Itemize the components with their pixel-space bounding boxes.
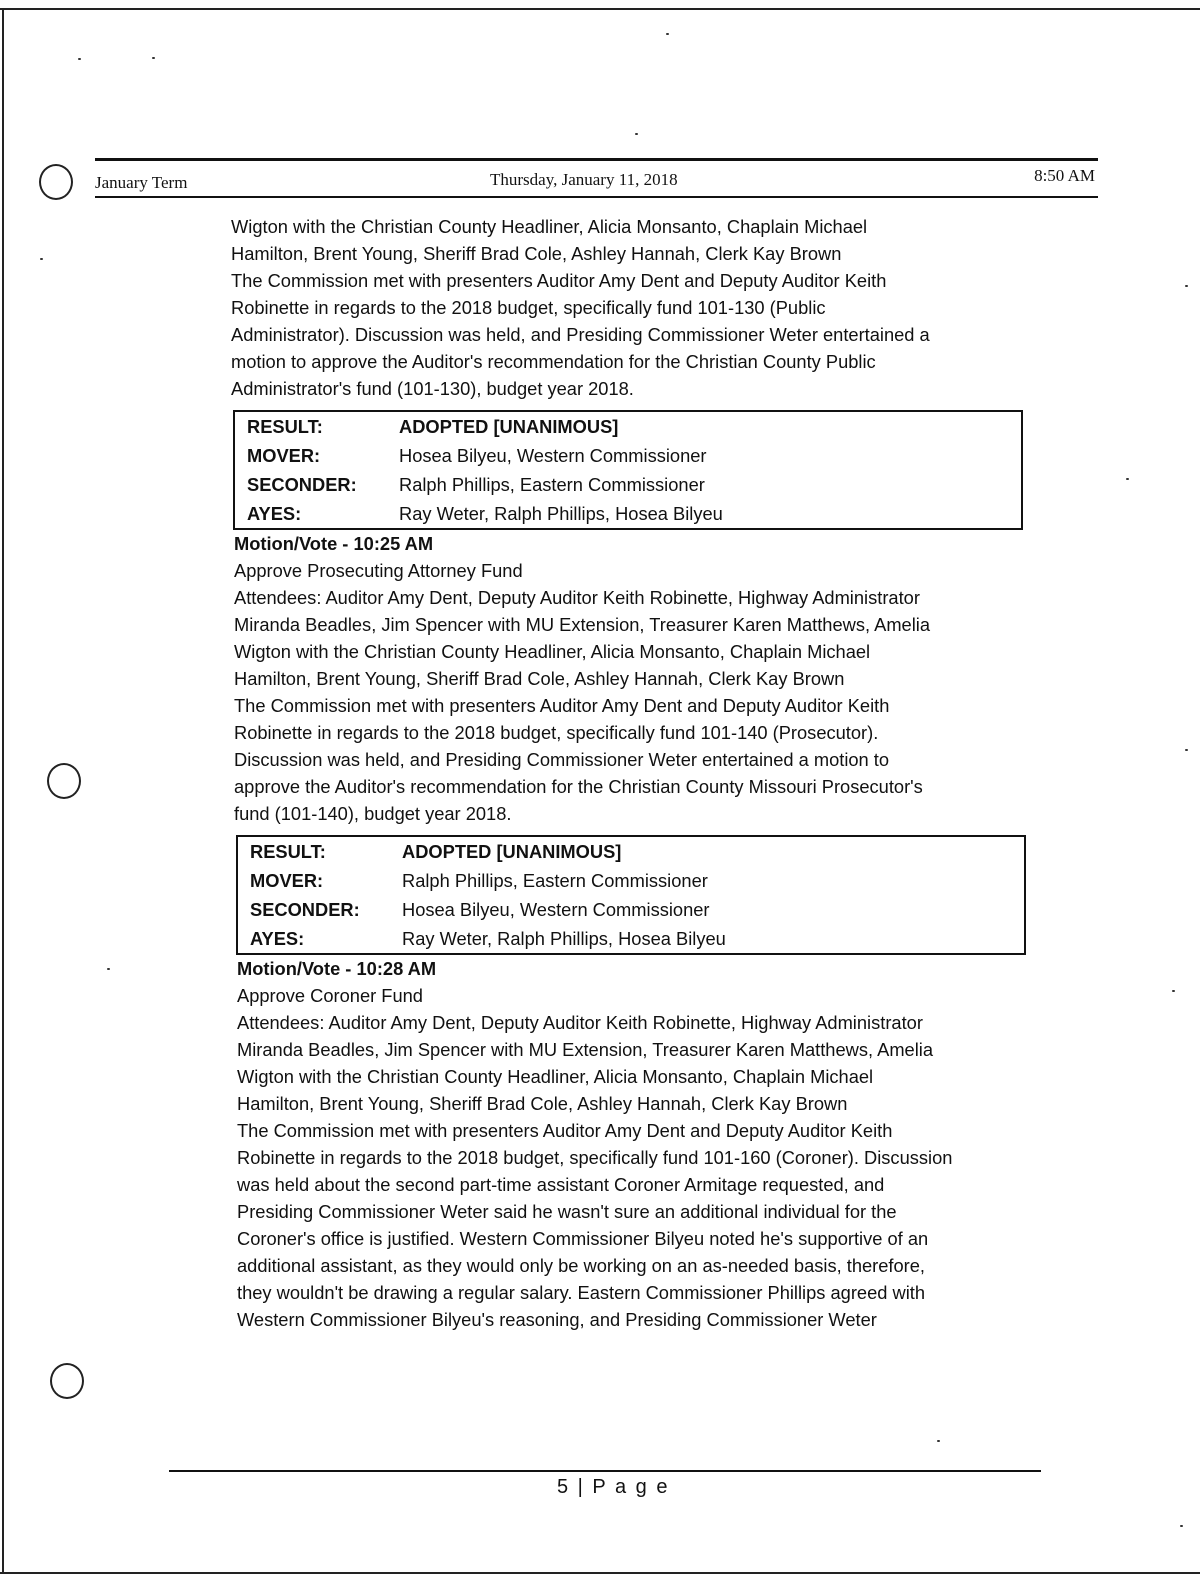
mover-value: Ralph Phillips, Eastern Commissioner — [402, 870, 708, 891]
motion-subject: Approve Prosecuting Attorney Fund — [234, 560, 523, 581]
ayes-value: Ray Weter, Ralph Phillips, Hosea Bilyeu — [399, 503, 723, 524]
scan-speck — [1185, 749, 1188, 751]
text-line: Attendees: Auditor Amy Dent, Deputy Auditor Keith Robinette, Highway Administrator — [234, 587, 920, 608]
attendees-paragraph — [234, 584, 1051, 692]
discussion-paragraph — [234, 692, 1051, 827]
page-footer — [169, 1470, 1041, 1498]
page-edge-left — [2, 8, 4, 1573]
text-line: Wigton with the Christian County Headliner, Alicia Monsanto, Chaplain Michael — [231, 216, 868, 237]
table-row — [237, 895, 1025, 924]
text-line: Administrator's fund (101-130), budget year 2018. — [231, 378, 634, 399]
text-line: motion to approve the Auditor's recommendation for the Christian County Public — [231, 351, 876, 372]
text-line: Administrator). Discussion was held, and Presiding Commissioner Weter entertained a — [231, 324, 930, 345]
result-label: RESULT: — [250, 841, 326, 862]
page-edge-top — [0, 8, 1200, 10]
scan-speck — [666, 33, 669, 35]
ayes-value: Ray Weter, Ralph Phillips, Hosea Bilyeu — [402, 928, 726, 949]
result-label: RESULT: — [247, 416, 323, 437]
motion-title: Motion/Vote - 10:25 AM — [234, 533, 434, 554]
scan-speck — [78, 58, 81, 60]
text-line: Attendees: Auditor Amy Dent, Deputy Auditor Keith Robinette, Highway Administrator — [237, 1012, 923, 1033]
header-time: 8:50 AM — [1034, 166, 1095, 185]
mover-label: MOVER: — [247, 445, 321, 466]
header-rule-bottom — [95, 196, 1098, 198]
motion-section-prosecuting-attorney — [234, 530, 1051, 955]
text-line: The Commission met with presenters Auditor Amy Dent and Deputy Auditor Keith — [237, 1120, 893, 1141]
scan-speck — [40, 258, 43, 260]
mover-value: Hosea Bilyeu, Western Commissioner — [399, 445, 707, 466]
seconder-value: Ralph Phillips, Eastern Commissioner — [399, 474, 705, 495]
ayes-label: AYES: — [247, 503, 302, 524]
minutes-body — [231, 213, 1051, 1333]
attendees-paragraph — [237, 1009, 1051, 1117]
scan-speck — [152, 57, 155, 59]
result-value: ADOPTED [UNANIMOUS] — [399, 416, 619, 437]
text-line: Robinette in regards to the 2018 budget, specifically fund 101-140 (Prosecutor). — [234, 722, 879, 743]
header-date: Thursday, January 11, 2018 — [490, 170, 678, 189]
punch-hole-top — [39, 164, 73, 200]
result-value: ADOPTED [UNANIMOUS] — [402, 841, 622, 862]
page-header — [95, 158, 1098, 200]
scan-speck — [1172, 990, 1175, 992]
scan-speck — [635, 133, 638, 135]
discussion-paragraph — [231, 267, 1051, 402]
text-line: Hamilton, Brent Young, Sheriff Brad Cole, Ashley Hannah, Clerk Kay Brown — [237, 1093, 848, 1114]
scan-speck — [1180, 1525, 1183, 1527]
vote-result-table — [236, 835, 1026, 955]
text-line: Hamilton, Brent Young, Sheriff Brad Cole, Ashley Hannah, Clerk Kay Brown — [231, 243, 842, 264]
discussion-paragraph — [237, 1117, 1051, 1333]
text-line: Western Commissioner Bilyeu's reasoning, and Presiding Commissioner Weter — [237, 1309, 877, 1330]
text-line: Wigton with the Christian County Headliner, Alicia Monsanto, Chaplain Michael — [237, 1066, 874, 1087]
table-row — [237, 836, 1025, 866]
text-line: Discussion was held, and Presiding Commissioner Weter entertained a motion to — [234, 749, 890, 770]
motion-section-continued — [231, 213, 1051, 530]
footer-rule — [169, 1470, 1041, 1472]
text-line: additional assistant, as they would only be working on an as-needed basis, therefore, — [237, 1255, 926, 1276]
attendees-paragraph — [231, 213, 1051, 267]
vote-result-table — [233, 410, 1023, 530]
page-edge-bottom — [0, 1572, 1200, 1574]
table-row — [237, 866, 1025, 895]
text-line: they wouldn't be drawing a regular salary. Eastern Commissioner Phillips agreed with — [237, 1282, 926, 1303]
table-row — [237, 924, 1025, 954]
seconder-label: SECONDER: — [250, 899, 360, 920]
ayes-label: AYES: — [250, 928, 305, 949]
punch-hole-bottom — [50, 1363, 84, 1399]
scan-speck — [937, 1440, 940, 1442]
text-line: The Commission met with presenters Auditor Amy Dent and Deputy Auditor Keith — [231, 270, 887, 291]
scan-speck — [1126, 478, 1129, 480]
mover-label: MOVER: — [250, 870, 324, 891]
text-line: Presiding Commissioner Weter said he wasn't sure an additional individual for the — [237, 1201, 897, 1222]
text-line: Miranda Beadles, Jim Spencer with MU Extension, Treasurer Karen Matthews, Amelia — [234, 614, 930, 635]
text-line: fund (101-140), budget year 2018. — [234, 803, 512, 824]
seconder-value: Hosea Bilyeu, Western Commissioner — [402, 899, 710, 920]
motion-subject: Approve Coroner Fund — [237, 985, 423, 1006]
table-row — [234, 470, 1022, 499]
motion-section-coroner — [237, 955, 1051, 1333]
header-term: January Term — [95, 173, 188, 192]
scan-speck — [1185, 285, 1188, 287]
punch-hole-middle — [47, 763, 81, 799]
text-line: approve the Auditor's recommendation for the Christian County Missouri Prosecutor's — [234, 776, 923, 797]
motion-title: Motion/Vote - 10:28 AM — [237, 958, 437, 979]
table-row — [234, 499, 1022, 529]
text-line: was held about the second part-time assistant Coroner Armitage requested, and — [237, 1174, 885, 1195]
text-line: Hamilton, Brent Young, Sheriff Brad Cole, Ashley Hannah, Clerk Kay Brown — [234, 668, 845, 689]
table-row — [234, 441, 1022, 470]
text-line: Wigton with the Christian County Headliner, Alicia Monsanto, Chaplain Michael — [234, 641, 871, 662]
seconder-label: SECONDER: — [247, 474, 357, 495]
text-line: Coroner's office is justified. Western Commissioner Bilyeu noted he's supportive of an — [237, 1228, 929, 1249]
header-rule-top — [95, 158, 1098, 161]
text-line: The Commission met with presenters Auditor Amy Dent and Deputy Auditor Keith — [234, 695, 890, 716]
scan-speck — [107, 968, 110, 970]
page-number: 5 | P a g e — [557, 1476, 670, 1498]
table-row — [234, 411, 1022, 441]
text-line: Robinette in regards to the 2018 budget, specifically fund 101-130 (Public — [231, 297, 826, 318]
text-line: Robinette in regards to the 2018 budget, specifically fund 101-160 (Coroner). Discussion — [237, 1147, 953, 1168]
text-line: Miranda Beadles, Jim Spencer with MU Extension, Treasurer Karen Matthews, Amelia — [237, 1039, 933, 1060]
